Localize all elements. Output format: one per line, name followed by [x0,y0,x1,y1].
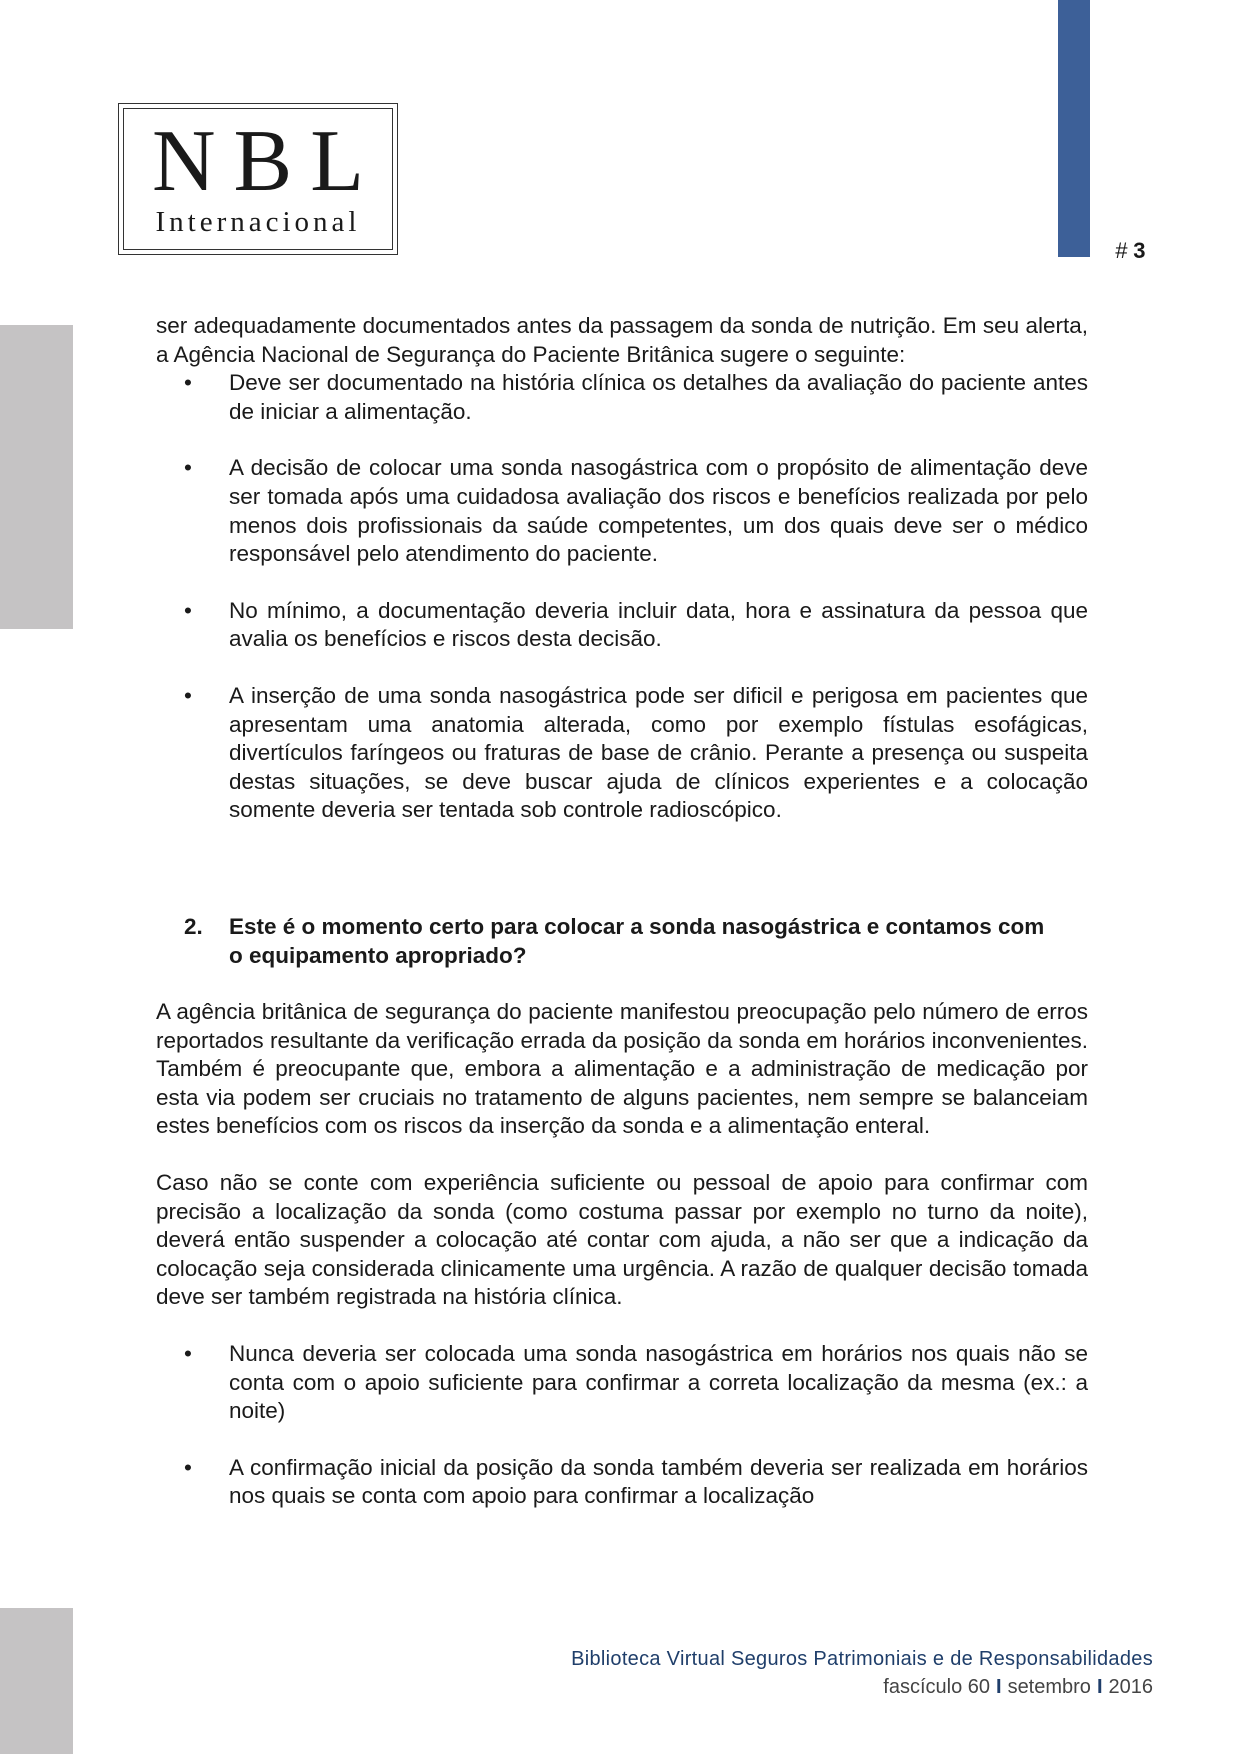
list-item [156,682,1088,825]
bullet-icon: • [184,1341,192,1367]
bullet-icon: • [184,682,192,708]
recommendations-list [156,369,1088,825]
header-accent-bar [1058,0,1090,257]
side-decoration-top [0,325,73,629]
body-paragraph-2: Caso não se conte com experiência suficiente ou pessoal de apoio para confirmar com precisão a localização da sonda (como costuma passar por exemplo no turno da noite), deverá então suspender a colocação até contar com ajuda, a não ser que a indicação da colocação seja considerada clinicamente uma urgência. A razão de qualquer decisão tomada deve ser também registrada na história clínica. [156,1170,1088,1310]
footer-separator: I [996,1676,1002,1698]
list-item [156,597,1088,654]
footer-separator: I [1096,1676,1103,1698]
section-2-heading [156,913,1059,970]
list-item [156,369,1088,426]
list-item-text: Nunca deveria ser colocada uma sonda nasogástrica em horários nos quais não se conta com o apoio suficiente para confirmar a correta localização da mesma (ex.: a noite) [229,1341,1088,1424]
list-item-text: A decisão de colocar uma sonda nasogástrica com o propósito de alimentação deve ser tomada após uma cuidadosa avaliação dos riscos e benefícios realizada por pelo menos dois profissionais da saúde competentes, um dos quais deve ser o médico responsável pelo atendimento do paciente. [229,455,1088,567]
logo-title: NBL [152,113,382,210]
body-paragraph-1: A agência britânica de segurança do paciente manifestou preocupação pelo número de erros reportados resultante da verificação errada da posição da sonda em horários inconvenientes. Também é preocupante que, embora a alimentação e a administração de medicação por esta via podem ser cruciais no tratamento de alguns pacientes, nem sempre se balanceiam estes benefícios com os riscos da inserção da sonda e a alimentação enteral. [156,999,1088,1139]
list-item-text: Deve ser documentado na história clínica os detalhes da avaliação do paciente antes de iniciar a alimentação. [229,370,1088,424]
list-item-text: No mínimo, a documentação deveria incluir data, hora e assinatura da pessoa que avalia os benefícios e riscos desta decisão. [229,597,1088,652]
page-number [1115,238,1146,264]
section-title: Este é o momento certo para colocar a sonda nasogástrica e contamos com o equipamento apropriado? [229,913,1045,968]
list-item [156,454,1088,568]
timing-list [156,1340,1088,1511]
page-number-value: 3 [1133,238,1146,263]
side-decoration-bottom [0,1608,73,1754]
footer-library-name: Biblioteca Virtual Seguros Patrimoniais e de Responsabilidades [571,1648,1153,1670]
list-item-text: A inserção de uma sonda nasogástrica pode ser dificil e perigosa em pacientes que apresentam uma anatomia alterada, como por exemplo fístulas esofágicas, divertículos faríngeos ou fraturas de base de crânio. Perante a presença ou suspeita destas situações, se deve buscar ajuda de clínicos experientes e a colocação somente deveria ser tentada sob controle radioscópico. [229,682,1088,823]
footer-month: setembro [1007,1676,1091,1698]
bullet-icon: • [184,597,192,623]
section-number: 2. [184,913,203,939]
bullet-icon: • [184,1454,192,1480]
footer-year: 2016 [1108,1676,1153,1698]
bullet-icon: • [184,370,192,396]
list-item-text: A confirmação inicial da posição da sonda também deveria ser realizada em horários nos quais se conta com apoio para confirmar a localização [229,1454,1088,1509]
logo-subtitle: Internacional [155,206,361,238]
intro-paragraph: ser adequadamente documentados antes da passagem da sonda de nutrição. Em seu alerta, a Agência Nacional de Segurança do Paciente Britânica sugere o seguinte: [156,313,1088,367]
nbl-logo [118,103,398,255]
document-body [156,312,1088,1539]
footer-issue-info [571,1673,1153,1701]
page-footer [571,1645,1153,1701]
page-number-prefix: # [1115,238,1128,263]
list-item [156,1340,1088,1426]
list-item [156,1454,1088,1511]
footer-issue: fascículo 60 [883,1676,990,1698]
bullet-icon: • [184,455,192,481]
